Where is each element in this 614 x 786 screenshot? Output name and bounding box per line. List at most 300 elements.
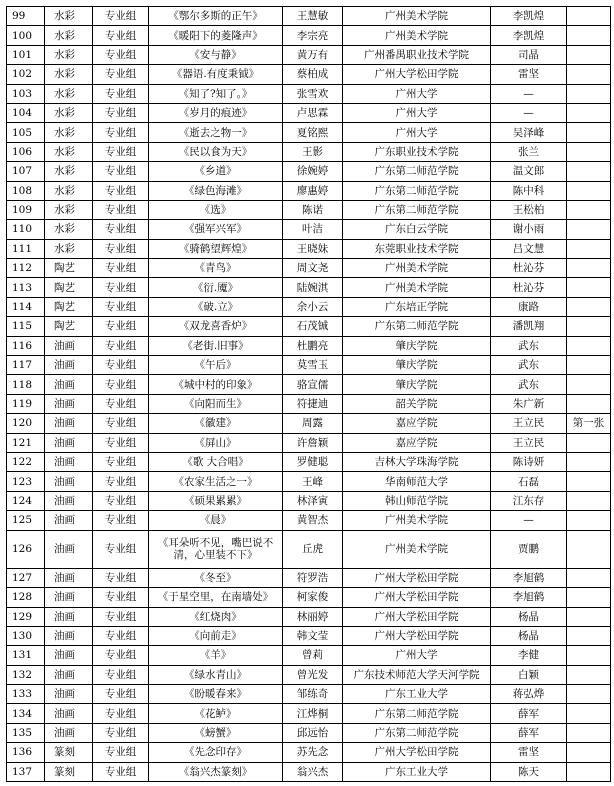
table-row: [7, 200, 611, 219]
school-cell: 肇庆学院: [343, 336, 491, 355]
table-row: [7, 45, 611, 64]
group-cell: 专业组: [93, 394, 149, 413]
group-cell: 专业组: [93, 588, 149, 607]
group-cell: 专业组: [93, 568, 149, 587]
entry-number-cell: 127: [7, 568, 45, 587]
award-list-table: [6, 6, 611, 782]
school-cell: 广州大学: [343, 123, 491, 142]
note-cell: [567, 472, 611, 491]
table-row: [7, 646, 611, 665]
school-cell: 嘉应学院: [343, 414, 491, 433]
school-cell: 广东工业大学: [343, 762, 491, 781]
work-title-cell: 《衍.魇》: [149, 278, 283, 297]
work-title-cell: 《逝去之物一》: [149, 123, 283, 142]
entry-number-cell: 118: [7, 375, 45, 394]
author-cell: 黄万有: [283, 45, 343, 64]
table-row: [7, 665, 611, 684]
work-title-cell: 《青鸟》: [149, 259, 283, 278]
work-title-cell: 《器语.有度秉钺》: [149, 65, 283, 84]
work-title-cell: 《安与静》: [149, 45, 283, 64]
group-cell: 专业组: [93, 123, 149, 142]
group-cell: 专业组: [93, 626, 149, 645]
group-cell: 专业组: [93, 103, 149, 122]
entry-number-cell: 101: [7, 45, 45, 64]
table-row: [7, 356, 611, 375]
note-cell: [567, 239, 611, 258]
teacher-cell: 王松柏: [491, 200, 567, 219]
category-cell: 水彩: [45, 200, 93, 219]
teacher-cell: 司晶: [491, 45, 567, 64]
author-cell: 曾莉: [283, 646, 343, 665]
category-cell: 油画: [45, 375, 93, 394]
category-cell: 油画: [45, 646, 93, 665]
author-cell: 夏铭熙: [283, 123, 343, 142]
group-cell: 专业组: [93, 665, 149, 684]
table-row: [7, 588, 611, 607]
note-cell: [567, 336, 611, 355]
author-cell: 丘虎: [283, 530, 343, 568]
note-cell: [567, 297, 611, 316]
teacher-cell: 陈天: [491, 762, 567, 781]
category-cell: 油画: [45, 356, 93, 375]
table-row: [7, 568, 611, 587]
work-title-cell: 《城中村的印象》: [149, 375, 283, 394]
teacher-cell: —: [491, 84, 567, 103]
teacher-cell: 李凯煌: [491, 26, 567, 45]
work-title-cell: 《羊》: [149, 646, 283, 665]
author-cell: 符罗浩: [283, 568, 343, 587]
school-cell: 广东工业大学: [343, 685, 491, 704]
entry-number-cell: 134: [7, 704, 45, 723]
teacher-cell: 贾鹏: [491, 530, 567, 568]
entry-number-cell: 122: [7, 452, 45, 471]
table-row: [7, 259, 611, 278]
entry-number-cell: 100: [7, 26, 45, 45]
note-cell: [567, 433, 611, 452]
school-cell: 广州大学: [343, 84, 491, 103]
group-cell: 专业组: [93, 297, 149, 316]
category-cell: 篆刻: [45, 743, 93, 762]
entry-number-cell: 131: [7, 646, 45, 665]
work-title-cell: 《绿水青山》: [149, 665, 283, 684]
note-cell: [567, 220, 611, 239]
author-cell: 叶洁: [283, 220, 343, 239]
note-cell: [567, 588, 611, 607]
table-row: [7, 743, 611, 762]
category-cell: 油画: [45, 511, 93, 530]
category-cell: 油画: [45, 472, 93, 491]
entry-number-cell: 117: [7, 356, 45, 375]
group-cell: 专业组: [93, 200, 149, 219]
author-cell: 余小云: [283, 297, 343, 316]
group-cell: 专业组: [93, 452, 149, 471]
work-title-cell: 《暖阳下的菱隆声》: [149, 26, 283, 45]
school-cell: 韶关学院: [343, 394, 491, 413]
author-cell: 李宗亮: [283, 26, 343, 45]
teacher-cell: 石磊: [491, 472, 567, 491]
entry-number-cell: 112: [7, 259, 45, 278]
school-cell: 广东第二师范学院: [343, 162, 491, 181]
category-cell: 油画: [45, 414, 93, 433]
note-cell: [567, 278, 611, 297]
entry-number-cell: 123: [7, 472, 45, 491]
school-cell: 广州美术学院: [343, 259, 491, 278]
teacher-cell: 李凯煌: [491, 7, 567, 26]
teacher-cell: 武东: [491, 336, 567, 355]
category-cell: 油画: [45, 530, 93, 568]
category-cell: 陶艺: [45, 259, 93, 278]
author-cell: 蔡柏成: [283, 65, 343, 84]
note-cell: [567, 45, 611, 64]
author-cell: 陈诺: [283, 200, 343, 219]
category-cell: 水彩: [45, 162, 93, 181]
table-row: [7, 317, 611, 336]
teacher-cell: 朱广新: [491, 394, 567, 413]
note-cell: [567, 84, 611, 103]
author-cell: 石茂铖: [283, 317, 343, 336]
note-cell: [567, 65, 611, 84]
school-cell: 广东技术师范大学天河学院: [343, 665, 491, 684]
note-cell: [567, 646, 611, 665]
entry-number-cell: 108: [7, 181, 45, 200]
school-cell: 肇庆学院: [343, 356, 491, 375]
school-cell: 广东白云学院: [343, 220, 491, 239]
group-cell: 专业组: [93, 259, 149, 278]
teacher-cell: 薛军: [491, 704, 567, 723]
table-row: [7, 704, 611, 723]
author-cell: 陆婉淇: [283, 278, 343, 297]
work-title-cell: 《红烧肉》: [149, 607, 283, 626]
teacher-cell: 杜沁芬: [491, 259, 567, 278]
author-cell: 韩文莹: [283, 626, 343, 645]
entry-number-cell: 113: [7, 278, 45, 297]
school-cell: 广东职业技术学院: [343, 142, 491, 161]
teacher-cell: —: [491, 103, 567, 122]
teacher-cell: 武东: [491, 375, 567, 394]
category-cell: 水彩: [45, 239, 93, 258]
group-cell: 专业组: [93, 239, 149, 258]
entry-number-cell: 115: [7, 317, 45, 336]
note-cell: [567, 762, 611, 781]
teacher-cell: 杜沁芬: [491, 278, 567, 297]
author-cell: 邹练奇: [283, 685, 343, 704]
note-cell: [567, 530, 611, 568]
group-cell: 专业组: [93, 723, 149, 742]
work-title-cell: 《屏山》: [149, 433, 283, 452]
entry-number-cell: 125: [7, 511, 45, 530]
school-cell: 广州大学: [343, 646, 491, 665]
category-cell: 油画: [45, 665, 93, 684]
note-cell: [567, 452, 611, 471]
table-row: [7, 123, 611, 142]
teacher-cell: 李旭鹤: [491, 588, 567, 607]
category-cell: 油画: [45, 588, 93, 607]
school-cell: 广东第二师范学院: [343, 200, 491, 219]
entry-number-cell: 116: [7, 336, 45, 355]
group-cell: 专业组: [93, 511, 149, 530]
work-title-cell: 《耳朵听不见，嘴巴说不清，心里装不下》: [149, 530, 283, 568]
group-cell: 专业组: [93, 336, 149, 355]
table-row: [7, 181, 611, 200]
work-title-cell: 《强军兴军》: [149, 220, 283, 239]
category-cell: 陶艺: [45, 317, 93, 336]
author-cell: 卢思霖: [283, 103, 343, 122]
entry-number-cell: 109: [7, 200, 45, 219]
group-cell: 专业组: [93, 491, 149, 510]
entry-number-cell: 135: [7, 723, 45, 742]
table-row: [7, 530, 611, 568]
school-cell: 广州大学松田学院: [343, 65, 491, 84]
category-cell: 水彩: [45, 220, 93, 239]
note-cell: [567, 394, 611, 413]
table-row: [7, 685, 611, 704]
table-row: [7, 239, 611, 258]
entry-number-cell: 120: [7, 414, 45, 433]
group-cell: 专业组: [93, 607, 149, 626]
entry-number-cell: 121: [7, 433, 45, 452]
group-cell: 专业组: [93, 45, 149, 64]
school-cell: 广州美术学院: [343, 530, 491, 568]
school-cell: 华南师范大学: [343, 472, 491, 491]
entry-number-cell: 129: [7, 607, 45, 626]
table-row: [7, 762, 611, 781]
group-cell: 专业组: [93, 762, 149, 781]
note-cell: [567, 685, 611, 704]
author-cell: 王影: [283, 142, 343, 161]
entry-number-cell: 105: [7, 123, 45, 142]
category-cell: 油画: [45, 704, 93, 723]
school-cell: 广州美术学院: [343, 26, 491, 45]
author-cell: 骆宣儒: [283, 375, 343, 394]
group-cell: 专业组: [93, 704, 149, 723]
entry-number-cell: 103: [7, 84, 45, 103]
teacher-cell: 吴泽峰: [491, 123, 567, 142]
teacher-cell: 康路: [491, 297, 567, 316]
teacher-cell: 谢小雨: [491, 220, 567, 239]
table-row: [7, 142, 611, 161]
teacher-cell: 温文郎: [491, 162, 567, 181]
note-cell: [567, 511, 611, 530]
author-cell: 柯家俊: [283, 588, 343, 607]
entry-number-cell: 106: [7, 142, 45, 161]
work-title-cell: 《向前走》: [149, 626, 283, 645]
group-cell: 专业组: [93, 685, 149, 704]
author-cell: 罗健聪: [283, 452, 343, 471]
teacher-cell: 武东: [491, 356, 567, 375]
teacher-cell: 杨晶: [491, 626, 567, 645]
work-title-cell: 《歌 大合唱》: [149, 452, 283, 471]
table-row: [7, 414, 611, 433]
category-cell: 陶艺: [45, 278, 93, 297]
category-cell: 水彩: [45, 103, 93, 122]
author-cell: 邱远怡: [283, 723, 343, 742]
group-cell: 专业组: [93, 375, 149, 394]
table-row: [7, 511, 611, 530]
entry-number-cell: 114: [7, 297, 45, 316]
author-cell: 黄智杰: [283, 511, 343, 530]
author-cell: 廖惠婷: [283, 181, 343, 200]
note-cell: [567, 181, 611, 200]
entry-number-cell: 137: [7, 762, 45, 781]
table-body: [7, 7, 611, 782]
table-row: [7, 220, 611, 239]
note-cell: [567, 568, 611, 587]
school-cell: 肇庆学院: [343, 375, 491, 394]
note-cell: [567, 491, 611, 510]
author-cell: 王晓妹: [283, 239, 343, 258]
school-cell: 广东第二师范学院: [343, 704, 491, 723]
work-title-cell: 《翁兴杰篆刻》: [149, 762, 283, 781]
teacher-cell: 江东存: [491, 491, 567, 510]
note-cell: [567, 356, 611, 375]
category-cell: 油画: [45, 433, 93, 452]
group-cell: 专业组: [93, 7, 149, 26]
school-cell: 广东第二师范学院: [343, 317, 491, 336]
school-cell: 广州大学松田学院: [343, 568, 491, 587]
work-title-cell: 《骑鹤望辉煌》: [149, 239, 283, 258]
author-cell: 周露: [283, 414, 343, 433]
table-row: [7, 607, 611, 626]
teacher-cell: 李旭鹤: [491, 568, 567, 587]
work-title-cell: 《先念印存》: [149, 743, 283, 762]
author-cell: 苏先念: [283, 743, 343, 762]
table-row: [7, 162, 611, 181]
category-cell: 水彩: [45, 84, 93, 103]
teacher-cell: 陈诗妍: [491, 452, 567, 471]
entry-number-cell: 133: [7, 685, 45, 704]
teacher-cell: 陈中科: [491, 181, 567, 200]
group-cell: 专业组: [93, 181, 149, 200]
author-cell: 曾光发: [283, 665, 343, 684]
note-cell: [567, 317, 611, 336]
entry-number-cell: 102: [7, 65, 45, 84]
work-title-cell: 《晨》: [149, 511, 283, 530]
school-cell: 广州大学松田学院: [343, 743, 491, 762]
category-cell: 油画: [45, 568, 93, 587]
category-cell: 油画: [45, 452, 93, 471]
group-cell: 专业组: [93, 433, 149, 452]
author-cell: 王慧敏: [283, 7, 343, 26]
category-cell: 油画: [45, 685, 93, 704]
school-cell: 广州大学松田学院: [343, 607, 491, 626]
work-title-cell: 《螃蟹》: [149, 723, 283, 742]
entry-number-cell: 107: [7, 162, 45, 181]
note-cell: [567, 259, 611, 278]
note-cell: [567, 626, 611, 645]
author-cell: 林泽寅: [283, 491, 343, 510]
work-title-cell: 《鄂尔多斯的正午》: [149, 7, 283, 26]
entry-number-cell: 128: [7, 588, 45, 607]
table-row: [7, 336, 611, 355]
category-cell: 油画: [45, 626, 93, 645]
category-cell: 陶艺: [45, 297, 93, 316]
teacher-cell: 蒋弘烨: [491, 685, 567, 704]
school-cell: 吉林大学珠海学院: [343, 452, 491, 471]
school-cell: 广州美术学院: [343, 278, 491, 297]
category-cell: 水彩: [45, 181, 93, 200]
author-cell: 王峰: [283, 472, 343, 491]
entry-number-cell: 111: [7, 239, 45, 258]
teacher-cell: 雷坚: [491, 743, 567, 762]
table-row: [7, 626, 611, 645]
work-title-cell: 《破.立》: [149, 297, 283, 316]
entry-number-cell: 99: [7, 7, 45, 26]
work-title-cell: 《徽建》: [149, 414, 283, 433]
author-cell: 翁兴杰: [283, 762, 343, 781]
group-cell: 专业组: [93, 142, 149, 161]
teacher-cell: 吕文慧: [491, 239, 567, 258]
author-cell: 林丽婷: [283, 607, 343, 626]
group-cell: 专业组: [93, 743, 149, 762]
entry-number-cell: 104: [7, 103, 45, 122]
table-row: [7, 84, 611, 103]
table-row: [7, 375, 611, 394]
work-title-cell: 《农家生活之一》: [149, 472, 283, 491]
group-cell: 专业组: [93, 646, 149, 665]
note-cell: [567, 123, 611, 142]
note-cell: [567, 704, 611, 723]
author-cell: 许詹颖: [283, 433, 343, 452]
table-row: [7, 278, 611, 297]
teacher-cell: 杨晶: [491, 607, 567, 626]
school-cell: 广东第二师范学院: [343, 723, 491, 742]
entry-number-cell: 126: [7, 530, 45, 568]
author-cell: 莫雪玉: [283, 356, 343, 375]
author-cell: 杜鹏亮: [283, 336, 343, 355]
category-cell: 油画: [45, 607, 93, 626]
author-cell: 张雪欢: [283, 84, 343, 103]
table-row: [7, 103, 611, 122]
category-cell: 油画: [45, 336, 93, 355]
school-cell: 东莞职业技术学院: [343, 239, 491, 258]
entry-number-cell: 110: [7, 220, 45, 239]
category-cell: 水彩: [45, 65, 93, 84]
note-cell: [567, 162, 611, 181]
note-cell: [567, 375, 611, 394]
note-cell: [567, 7, 611, 26]
group-cell: 专业组: [93, 220, 149, 239]
category-cell: 油画: [45, 491, 93, 510]
teacher-cell: 白颖: [491, 665, 567, 684]
table-row: [7, 433, 611, 452]
teacher-cell: —: [491, 511, 567, 530]
work-title-cell: 《午后》: [149, 356, 283, 375]
school-cell: 广东第二师范学院: [343, 181, 491, 200]
table-row: [7, 26, 611, 45]
group-cell: 专业组: [93, 278, 149, 297]
note-cell: [567, 142, 611, 161]
school-cell: 广州大学松田学院: [343, 626, 491, 645]
work-title-cell: 《老街.旧事》: [149, 336, 283, 355]
teacher-cell: 王立民: [491, 414, 567, 433]
note-cell: [567, 665, 611, 684]
teacher-cell: 张兰: [491, 142, 567, 161]
work-title-cell: 《乡道》: [149, 162, 283, 181]
note-cell: [567, 723, 611, 742]
note-cell: [567, 26, 611, 45]
category-cell: 水彩: [45, 142, 93, 161]
table-row: [7, 723, 611, 742]
work-title-cell: 《向阳而生》: [149, 394, 283, 413]
group-cell: 专业组: [93, 26, 149, 45]
table-row: [7, 491, 611, 510]
category-cell: 水彩: [45, 7, 93, 26]
work-title-cell: 《于星空里，在南墙处》: [149, 588, 283, 607]
work-title-cell: 《绿色海滩》: [149, 181, 283, 200]
group-cell: 专业组: [93, 472, 149, 491]
work-title-cell: 《岁月的痕迹》: [149, 103, 283, 122]
author-cell: 周文尧: [283, 259, 343, 278]
